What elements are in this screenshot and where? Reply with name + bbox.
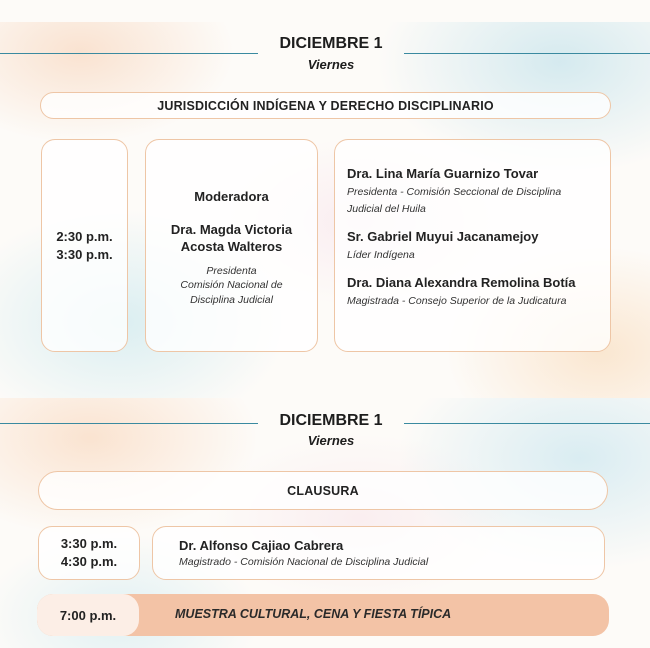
panelist-1-role-line2: Judicial del Huila <box>347 203 426 215</box>
agenda-panel-2 <box>0 398 650 648</box>
moderator-box <box>145 139 318 352</box>
event-title: MUESTRA CULTURAL, CENA Y FIESTA TÍPICA <box>175 607 452 621</box>
time-box <box>41 139 128 352</box>
moderator-heading: Moderadora <box>194 189 269 204</box>
moderator-role-line1: Presidenta <box>206 265 257 277</box>
closing-speaker-box <box>152 526 605 580</box>
panelist-2-role-line1: Líder Indígena <box>347 249 415 261</box>
session-title-pill <box>40 92 611 119</box>
divider-left <box>0 423 258 424</box>
closing-time-box <box>38 526 140 580</box>
closing-title-pill <box>38 471 608 510</box>
moderator-name-line2: Acosta Walteros <box>180 239 283 254</box>
session-title: JURISDICCIÓN INDÍGENA Y DERECHO DISCIPLINARIO <box>157 98 494 113</box>
closing-time-end: 4:30 p.m. <box>60 554 118 569</box>
event-time: 7:00 p.m. <box>59 607 117 623</box>
event-time-cell <box>37 594 139 636</box>
closing-time-start: 3:30 p.m. <box>60 536 118 551</box>
day-title: DICIEMBRE 1 <box>279 412 383 429</box>
time-start: 2:30 p.m. <box>56 228 113 244</box>
panelist-1-name: Dra. Lina María Guarnizo Tovar <box>347 166 539 181</box>
moderator-name-line1: Dra. Magda Victoria <box>170 222 293 237</box>
time-end: 3:30 p.m. <box>56 246 113 262</box>
closing-speaker-role: Magistrado - Comisión Nacional de Disciplina Judicial <box>179 556 429 568</box>
moderator-role-line2: Comisión Nacional de <box>180 279 283 291</box>
panelist-2-name: Sr. Gabriel Muyui Jacanamejoy <box>347 229 539 244</box>
panelist-3-role-line1: Magistrada - Consejo Superior de la Judicatura <box>347 295 567 307</box>
day-weekday: Viernes <box>307 57 355 72</box>
panelist-3-name: Dra. Diana Alexandra Remolina Botía <box>347 275 576 290</box>
divider-right <box>404 423 650 424</box>
divider-right <box>404 53 650 54</box>
closing-speaker-name: Dr. Alfonso Cajiao Cabrera <box>179 538 344 553</box>
divider-left <box>0 53 258 54</box>
panelists-box <box>334 139 611 352</box>
agenda-panel-1 <box>0 22 650 398</box>
event-banner <box>37 594 609 636</box>
closing-title: CLAUSURA <box>287 483 359 498</box>
moderator-role-line3: Disciplina Judicial <box>190 294 273 306</box>
day-title: DICIEMBRE 1 <box>279 35 383 52</box>
panelist-1-role-line1: Presidenta - Comisión Seccional de Disciplina <box>347 186 562 198</box>
day-weekday: Viernes <box>307 433 355 448</box>
